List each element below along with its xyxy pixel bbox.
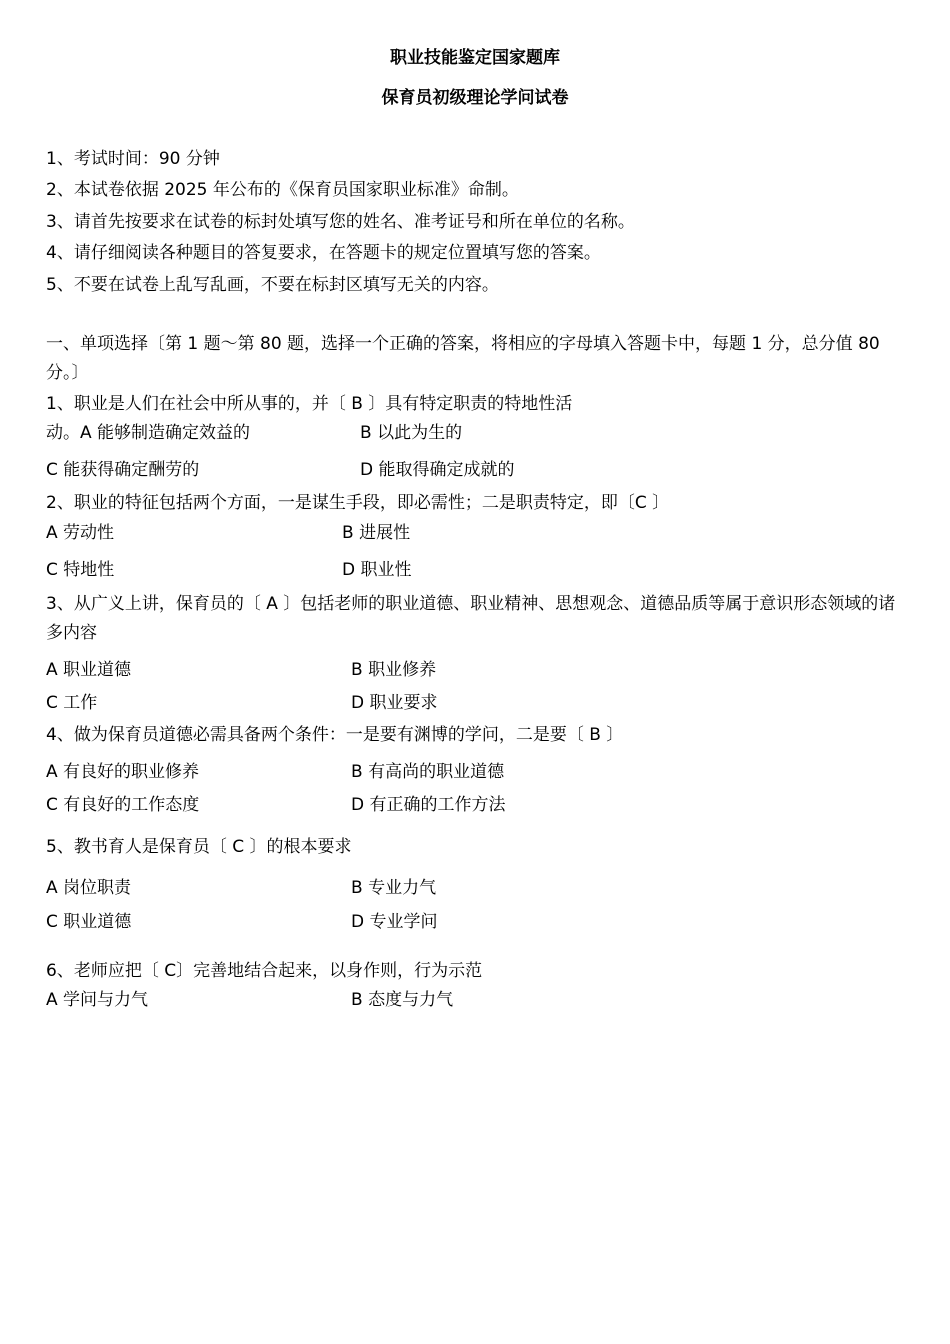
option-a: A 劳动性 — [46, 523, 115, 543]
instruction-item: 1、考试时间：90 分钟 — [46, 149, 220, 169]
question-stem: 6、老师应把〔 C〕完善地结合起来，以身作则，行为示范 — [46, 961, 483, 981]
option-b: B 态度与力气 — [351, 990, 454, 1010]
option-b: B 专业力气 — [351, 878, 437, 898]
option-d: D 职业性 — [342, 560, 412, 580]
option-a: A 岗位职责 — [46, 878, 132, 898]
instruction-item: 2、本试卷依据 2025 年公布的《保育员国家职业标准》命制。 — [46, 180, 519, 200]
option-b: B 有高尚的职业道德 — [351, 762, 505, 782]
option-b: B 以此为生的 — [360, 423, 463, 443]
option-c: C 有良好的工作态度 — [46, 795, 200, 815]
option-d: D 能取得确定成就的 — [360, 460, 515, 480]
option-c: C 能获得确定酬劳的 — [46, 460, 200, 480]
question-stem: 5、教书育人是保育员〔 C 〕的根本要求 — [46, 837, 352, 857]
exam-title: 职业技能鉴定国家题库 — [390, 48, 560, 68]
exam-subtitle: 保育员初级理论学问试卷 — [381, 88, 569, 108]
option-a: A 学问与力气 — [46, 990, 149, 1010]
instruction-item: 3、请首先按要求在试卷的标封处填写您的姓名、准考证号和所在单位的名称。 — [46, 212, 635, 232]
option-a: A 职业道德 — [46, 660, 132, 680]
instruction-item: 5、不要在试卷上乱写乱画，不要在标封区填写无关的内容。 — [46, 275, 499, 295]
option-c: C 职业道德 — [46, 912, 132, 932]
instruction-item: 4、请仔细阅读各种题目的答复要求，在答题卡的规定位置填写您的答案。 — [46, 243, 601, 263]
option-a: A 有良好的职业修养 — [46, 762, 200, 782]
option-d: D 专业学问 — [351, 912, 438, 932]
question-stem: 1、职业是人们在社会中所从事的，并〔 B 〕具有特定职责的特地性活 — [46, 394, 573, 414]
section-heading: 一、单项选择〔第 1 题～第 80 题，选择一个正确的答案，将相应的字母填入答题卡中，每题 1 分，总分值 80 分。〕 — [46, 334, 880, 383]
option-c: C 特地性 — [46, 560, 115, 580]
option-d: D 有正确的工作方法 — [351, 795, 506, 815]
question-stem: 2、职业的特征包括两个方面，一是谋生手段，即必需性；二是职责特定，即〔C 〕 — [46, 493, 670, 513]
option-c: C 工作 — [46, 693, 98, 713]
question-stem: 4、做为保育员道德必需具备两个条件：一是要有渊博的学问，二是要〔 B 〕 — [46, 725, 624, 745]
option-d: D 职业要求 — [351, 693, 438, 713]
question-stem: 3、从广义上讲，保育员的〔 A 〕包括老师的职业道德、职业精神、思想观念、道德品质等属于意识形态领域的诸多内容 — [46, 594, 896, 643]
option-b: B 职业修养 — [351, 660, 437, 680]
option-b: B 进展性 — [342, 523, 411, 543]
question-stem-continued: 动。A 能够制造确定效益的 — [46, 423, 251, 443]
